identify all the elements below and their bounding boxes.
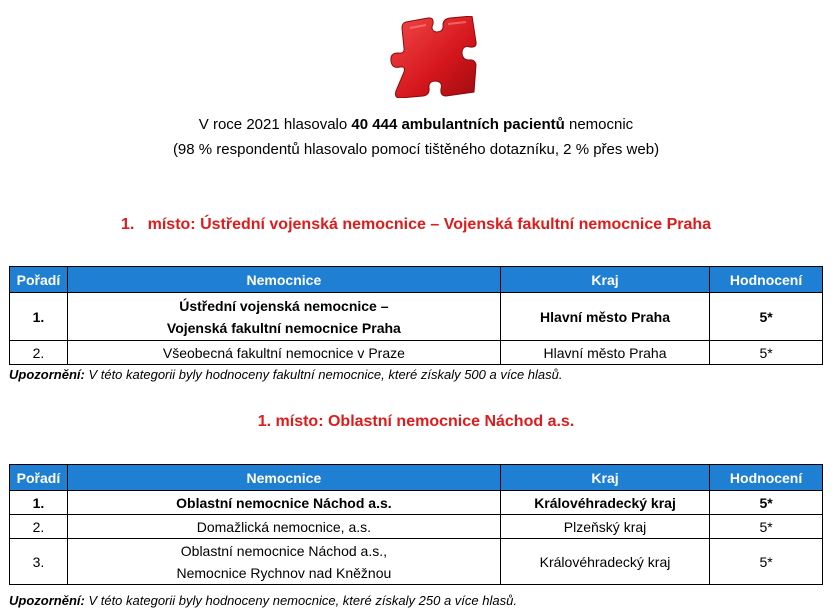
- col-region: Kraj: [500, 267, 709, 293]
- col-hospital: Nemocnice: [67, 465, 500, 491]
- col-rank: Pořadí: [10, 267, 68, 293]
- table-row: 2. Všeobecná fakultní nemocnice v Praze Hlavní město Praha 5*: [10, 341, 823, 365]
- puzzle-logo-icon: [388, 16, 478, 98]
- intro-votes: V roce 2021 hlasovalo 40 444 ambulantních pacientů nemocnic: [198, 116, 634, 133]
- col-rank: Pořadí: [10, 465, 68, 491]
- winner-heading-2: 1. místo: Oblastní nemocnice Náchod a.s.: [257, 413, 575, 430]
- table-header: [10, 465, 823, 491]
- col-region: Kraj: [500, 465, 709, 491]
- col-rating: Hodnocení: [710, 465, 823, 491]
- winner-heading-1: 1. místo: Ústřední vojenská nemocnice – Vojenská fakultní nemocnice Praha: [120, 216, 712, 233]
- note-faculty: Upozornění: V této kategorii byly hodnoceny fakultní nemocnice, které získaly 500 a více hlasů.: [9, 367, 563, 382]
- intro-method: (98 % respondentů hlasovalo pomocí tištěného dotazníku, 2 % přes web): [172, 141, 660, 158]
- votes-count: 40 444 ambulantních pacientů: [351, 116, 565, 133]
- table-row: 1. Oblastní nemocnice Náchod a.s. Královéhradecký kraj 5*: [10, 491, 823, 515]
- table-header: [10, 267, 823, 293]
- col-rating: Hodnocení: [710, 267, 823, 293]
- table-row: 2. Domažlická nemocnice, a.s. Plzeňský kraj 5*: [10, 515, 823, 539]
- results-table-regional: [9, 464, 823, 585]
- col-hospital: Nemocnice: [67, 267, 500, 293]
- table-row: 3. Oblastní nemocnice Náchod a.s., Nemocnice Rychnov nad Kněžnou Královéhradecký kraj 5*: [10, 539, 823, 585]
- note-regional: Upozornění: V této kategorii byly hodnoceny nemocnice, které získaly 250 a více hlasů.: [9, 593, 517, 608]
- results-table-faculty: [9, 266, 823, 365]
- table-row: 1. Ústřední vojenská nemocnice – Vojenská fakultní nemocnice Praha Hlavní město Praha 5*: [10, 293, 823, 341]
